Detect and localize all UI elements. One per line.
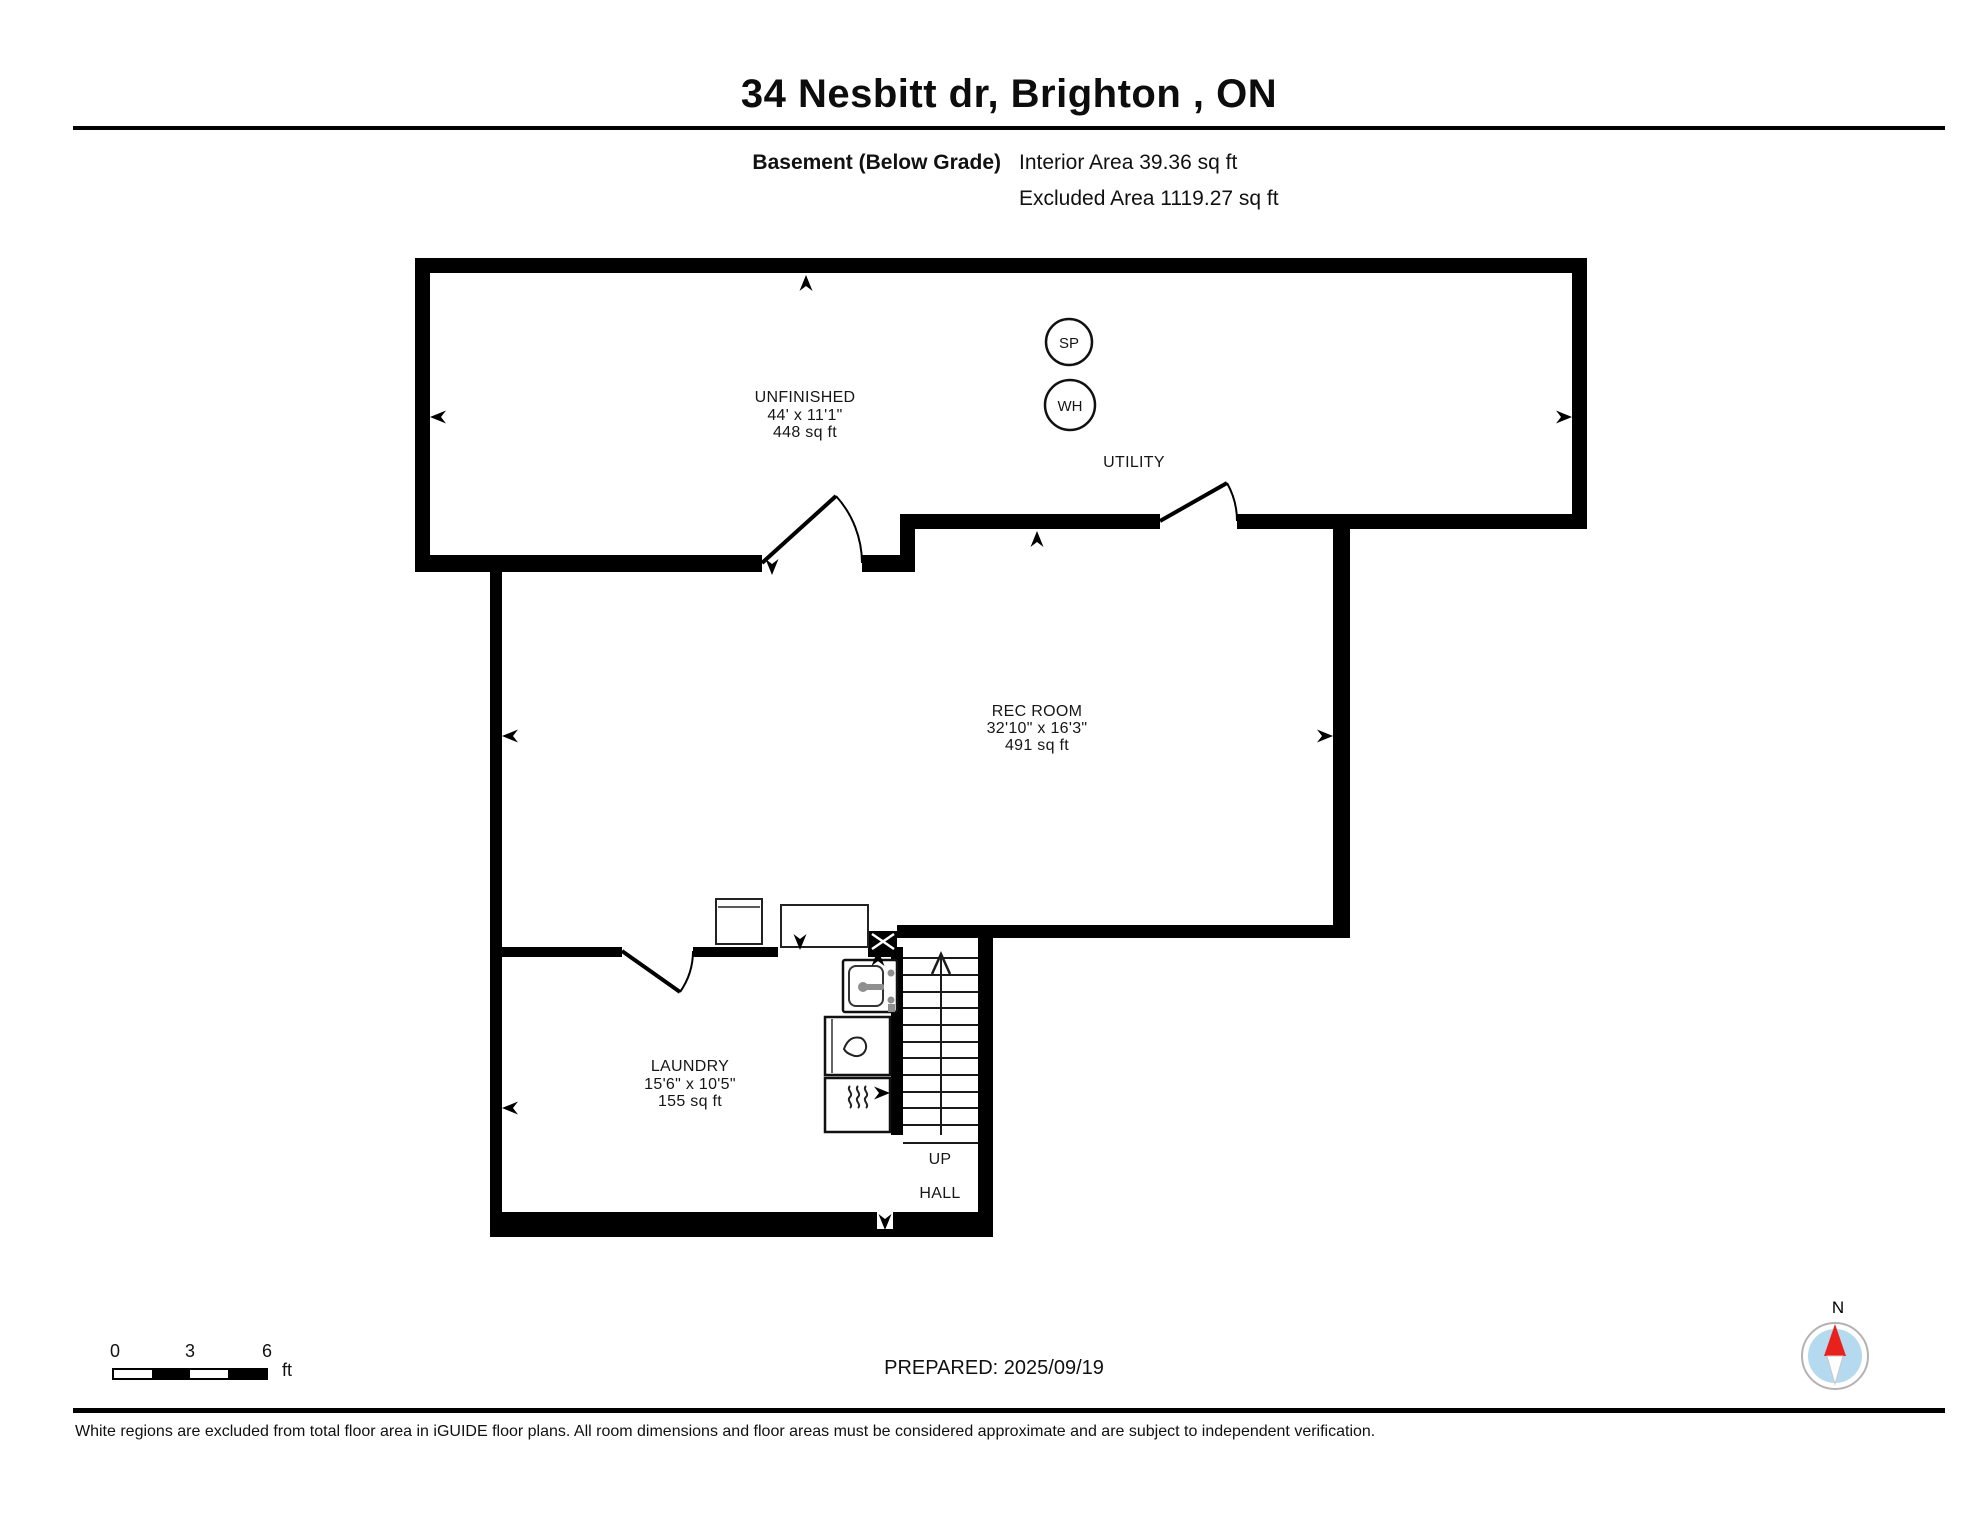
wall-segment — [897, 925, 1350, 938]
scale-tick-6: 6 — [261, 1341, 273, 1361]
room-dimensions-laundry: 15'6" x 10'5" — [644, 1076, 736, 1093]
door-unfinished — [762, 496, 862, 563]
wall-segment — [893, 1212, 993, 1237]
wall-segment — [1572, 258, 1587, 529]
wall-segment — [900, 514, 1160, 529]
room-dimensions-unfinished: 44' x 11'1" — [767, 407, 843, 424]
wall-segment — [978, 932, 993, 1237]
prepared-date: PREPARED: 2025/09/19 — [884, 1357, 1104, 1379]
direction-arrow-right-icon — [1317, 730, 1333, 743]
direction-arrow-down-icon — [879, 1214, 892, 1230]
wall-segment — [415, 258, 1587, 273]
room-labels — [644, 389, 1165, 1202]
wall-segment — [490, 555, 502, 1237]
room-area-laundry: 155 sq ft — [657, 1093, 723, 1110]
wall-segment — [1237, 514, 1587, 529]
wall-segment — [415, 555, 762, 572]
staircase — [903, 953, 978, 1143]
room-name-unfinished: UNFINISHED — [754, 389, 856, 406]
wall-segment — [1333, 529, 1350, 938]
room-area-rec-room: 491 sq ft — [1004, 737, 1070, 754]
door-utility — [1160, 483, 1237, 521]
room-name-hall: HALL — [919, 1185, 961, 1202]
stairs-up-label: UP — [928, 1151, 952, 1168]
wall-segment — [501, 947, 622, 957]
post-marker-icon — [869, 931, 897, 952]
dryer-icon — [825, 1078, 890, 1132]
cabinet-icon — [781, 905, 868, 947]
room-dimensions-rec-room: 32'10" x 16'3" — [986, 720, 1088, 737]
door-laundry — [622, 951, 693, 992]
page-title: 34 Nesbitt dr, Brighton , ON — [740, 72, 1278, 116]
scale-tick-0: 0 — [109, 1341, 121, 1361]
washer-icon — [825, 1017, 890, 1075]
wall-segment — [490, 1212, 877, 1237]
direction-arrows — [430, 275, 1572, 1230]
direction-arrow-down-icon — [766, 559, 779, 575]
direction-arrow-up-icon — [800, 275, 813, 291]
compass-north-label: N — [1831, 1298, 1845, 1317]
room-name-rec-room: REC ROOM — [991, 703, 1083, 720]
disclaimer-text: White regions are excluded from total floor area in iGUIDE floor plans. All room dimensions and floor areas must be considered approximate and are subject to independent verification. — [75, 1423, 1376, 1440]
excluded-area-value: Excluded Area 1119.27 sq ft — [1019, 187, 1279, 210]
equipment-symbols — [1045, 319, 1095, 430]
laundry-sink-icon — [843, 960, 897, 1012]
room-area-unfinished: 448 sq ft — [772, 424, 838, 441]
room-name-utility: UTILITY — [1103, 454, 1165, 471]
freezer-icon — [716, 899, 762, 944]
direction-arrow-left-icon — [502, 1102, 518, 1115]
scale-tick-3: 3 — [184, 1341, 196, 1361]
footer-divider — [73, 1408, 1945, 1413]
interior-area-value: Interior Area 39.36 sq ft — [1019, 151, 1238, 174]
floor-name-label: Basement (Below Grade) — [752, 151, 1001, 174]
wall-segment — [877, 1229, 893, 1237]
room-name-laundry: LAUNDRY — [650, 1058, 730, 1075]
wall-segment — [415, 258, 430, 572]
sump-pump-label: SP — [1058, 335, 1080, 352]
direction-arrow-left-icon — [502, 730, 518, 743]
direction-arrow-right-icon — [1556, 411, 1572, 424]
direction-arrow-left-icon — [430, 411, 446, 424]
direction-arrow-up-icon — [1031, 531, 1044, 547]
water-heater-label: WH — [1057, 398, 1083, 415]
scale-unit-label: ft — [282, 1360, 293, 1380]
walls — [415, 258, 1587, 1237]
wall-segment — [693, 947, 778, 957]
